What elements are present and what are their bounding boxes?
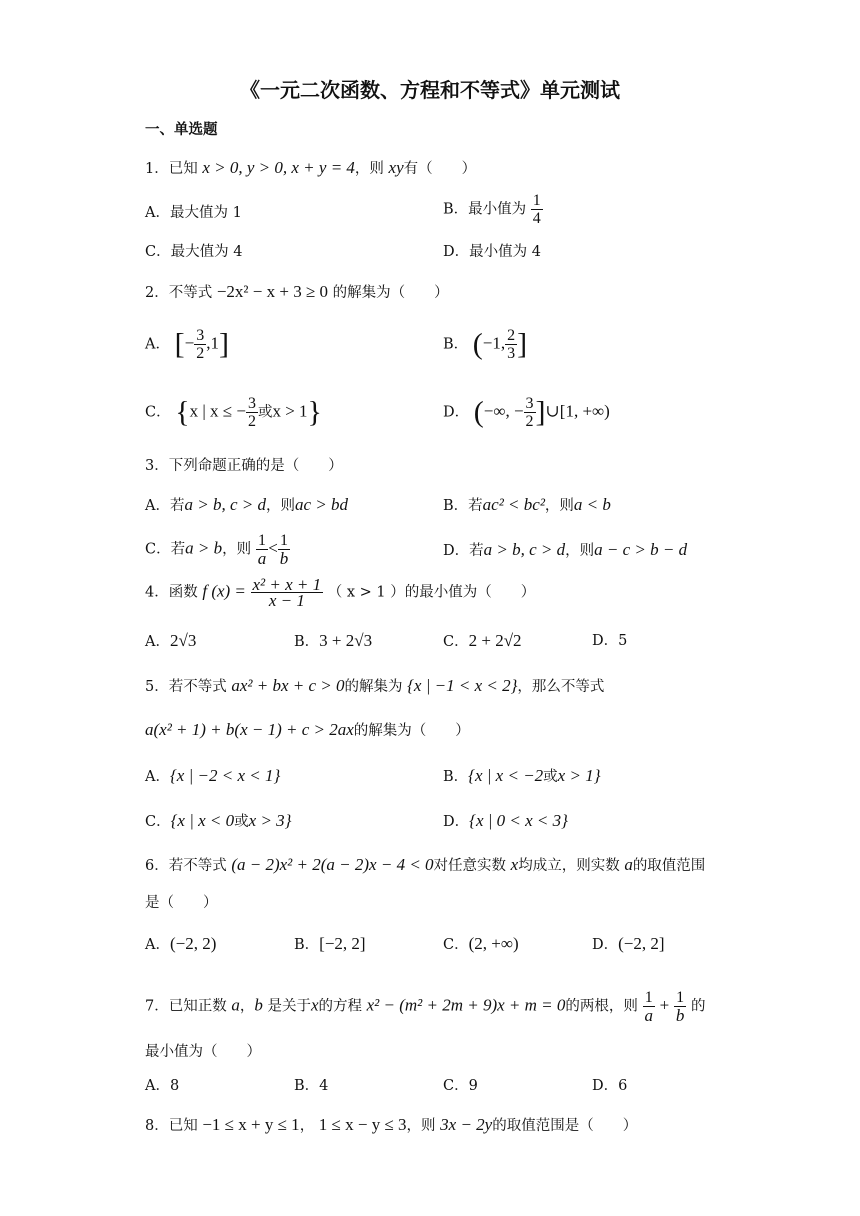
q3-option-b[interactable]: B．若ac² < bc²，则a < b: [443, 495, 611, 514]
q1-option-a[interactable]: A．最大值为 1: [145, 205, 242, 221]
q7-option-b[interactable]: B．4: [294, 1078, 329, 1094]
q5-option-c[interactable]: C．{x | x < 0或x > 3}: [145, 811, 292, 830]
question-6: 6．若不等式 (a − 2)x² + 2(a − 2)x − 4 < 0对任意实数 x均成立，则实数 a的取值范围: [145, 855, 706, 874]
q5-option-b[interactable]: B．{x | x < −2或x > 1}: [443, 766, 601, 785]
question-5: 5．若不等式 ax² + bx + c > 0的解集为 {x | −1 < x < 2}，那么不等式: [145, 676, 605, 695]
q5-option-d[interactable]: D．{x | 0 < x < 3}: [443, 811, 568, 830]
q2-option-a[interactable]: A． [− $\frac{3}{2}$ ,1]: [145, 327, 229, 362]
q6-option-d[interactable]: D．(−2, 2]: [592, 934, 665, 953]
question-8: 8．已知 −1 ≤ x + y ≤ 1， 1 ≤ x − y ≤ 3，则 3x − 2y的取值范围是（ ）: [145, 1115, 638, 1134]
page-title: 《一元二次函数、方程和不等式》单元测试: [240, 78, 620, 102]
q3-option-a[interactable]: A．若a > b, c > d，则ac > bd: [145, 495, 349, 514]
section-heading: 一、单选题: [145, 122, 218, 138]
question-7: 7．已知正数 a，b 是关于x的方程 x² − (m² + 2m + 9)x + m = 0的两根，则 $\frac{1}{a}$ + $\frac{1}{b}$ 的: [145, 989, 706, 1025]
q6-option-a[interactable]: A．(−2, 2): [145, 934, 217, 953]
question-4: 4．函数 f (x) = $\frac{\text{x² + x + 1}}{x - 1}$ （ x > 1 ）的最小值为（ ）: [145, 575, 536, 610]
q3-option-c[interactable]: C．若a > b，则 $\frac{1}{a}$ < $\frac{1}{b}$: [145, 532, 289, 568]
q2-option-d[interactable]: D． (−∞, − $\frac{3}{2}$ ]∪[1, +∞): [443, 395, 610, 430]
q2-inequality: −2x² − x + 3 ≥ 0: [216, 282, 329, 301]
q7-option-c[interactable]: C．9: [443, 1078, 478, 1094]
question-1: 1．已知 x > 0, y > 0, x + y = 4，则 xy有（ ）: [145, 158, 477, 177]
question-2: 2．不等式 −2x² − x + 3 ≥ 0 的解集为（ ）: [145, 282, 449, 301]
q1-option-d[interactable]: D．最小值为 4: [443, 244, 541, 260]
question-3: 3．下列命题正确的是（ ）: [145, 458, 343, 474]
question-7-line-2: 最小值为（ ）: [145, 1044, 261, 1060]
question-6-line-2: 是（ ）: [145, 895, 218, 911]
q1-condition: x > 0, y > 0, x + y = 4: [202, 158, 355, 177]
q7-option-a[interactable]: A．8: [145, 1078, 180, 1094]
question-5-line-2: a(x² + 1) + b(x − 1) + c > 2ax的解集为（ ）: [145, 720, 470, 739]
q6-option-c[interactable]: C．(2, +∞): [443, 934, 519, 953]
q6-option-b[interactable]: B．[−2, 2]: [294, 934, 366, 953]
q4-option-a[interactable]: A．2√3: [145, 631, 197, 650]
q1-option-c[interactable]: C．最大值为 4: [145, 244, 243, 260]
q4-option-b[interactable]: B．3 + 2√3: [294, 631, 373, 650]
q1-option-b[interactable]: B．最小值为 $\frac{1}{4}$: [443, 192, 541, 227]
q4-option-c[interactable]: C．2 + 2√2: [443, 631, 522, 650]
q2-option-b[interactable]: B． (−1, $\frac{2}{3}$ ]: [443, 327, 528, 362]
q3-option-d[interactable]: D．若a > b, c > d，则a − c > b − d: [443, 540, 688, 559]
q1-expression: xy: [388, 158, 404, 177]
q2-option-c[interactable]: C． {x | x ≤ − $\frac{3}{2}$ 或x > 1}: [145, 395, 322, 430]
q5-option-a[interactable]: A．{x | −2 < x < 1}: [145, 766, 281, 785]
q4-option-d[interactable]: D．5: [592, 633, 628, 649]
q7-option-d[interactable]: D．6: [592, 1078, 628, 1094]
